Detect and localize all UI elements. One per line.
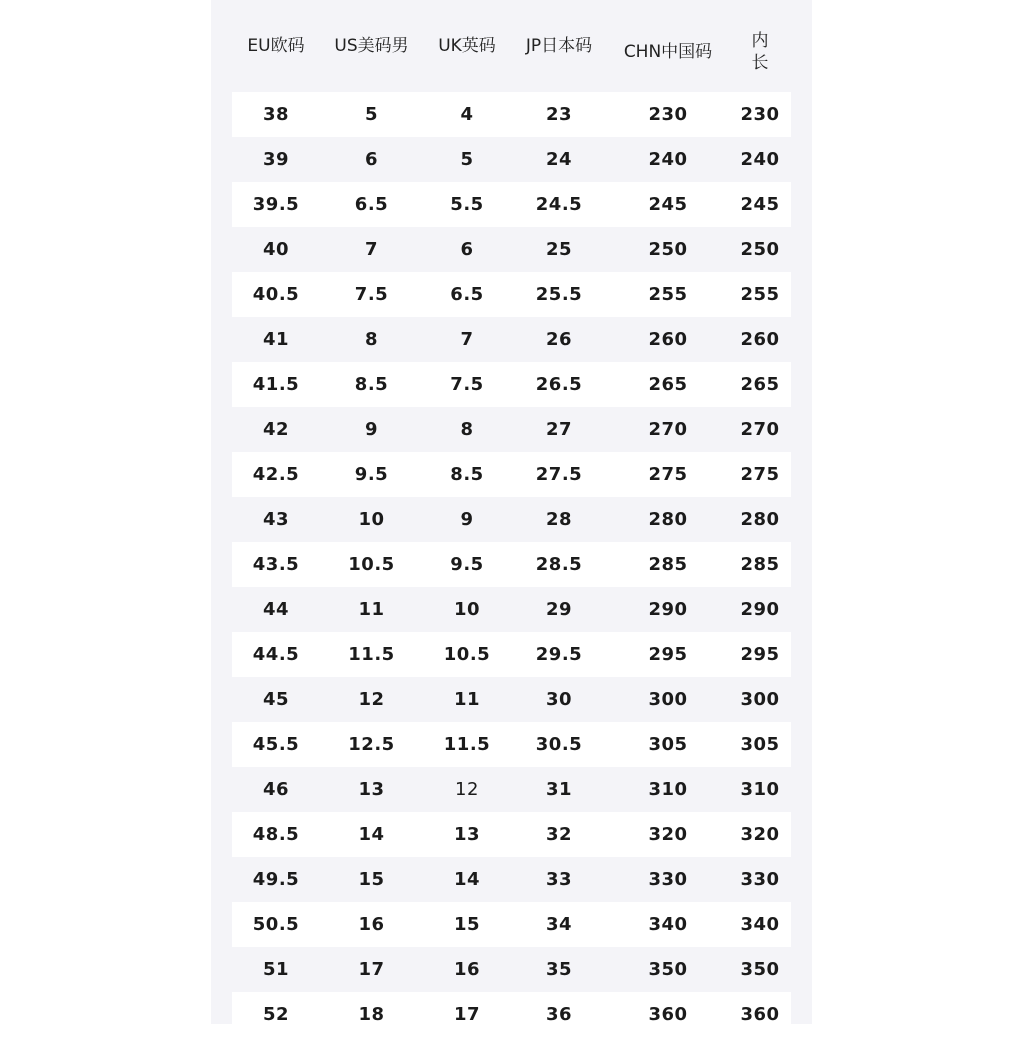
cell-uk: 13 <box>423 812 511 857</box>
cell-uk: 11.5 <box>423 722 511 767</box>
cell-inner-length: 340 <box>729 902 791 947</box>
cell-eu: 40.5 <box>232 272 320 317</box>
table-row <box>232 137 791 182</box>
cell-us: 16 <box>320 902 423 947</box>
table-row <box>232 362 791 407</box>
cell-uk: 6.5 <box>423 272 511 317</box>
cell-jp: 35 <box>511 947 607 992</box>
cell-us: 8 <box>320 317 423 362</box>
header-row <box>232 0 791 92</box>
cell-us: 6.5 <box>320 182 423 227</box>
cell-chn: 340 <box>607 902 729 947</box>
cell-inner-length: 310 <box>729 767 791 812</box>
table-row <box>232 182 791 227</box>
cell-eu: 45.5 <box>232 722 320 767</box>
cell-us: 18 <box>320 992 423 1037</box>
cell-us: 7.5 <box>320 272 423 317</box>
cell-uk: 17 <box>423 992 511 1037</box>
table-row <box>232 902 791 947</box>
cell-jp: 29 <box>511 587 607 632</box>
table-row <box>232 272 791 317</box>
cell-eu: 48.5 <box>232 812 320 857</box>
cell-jp: 23 <box>511 92 607 137</box>
cell-eu: 41 <box>232 317 320 362</box>
cell-uk: 12 <box>423 767 511 812</box>
cell-us: 12.5 <box>320 722 423 767</box>
cell-us: 10.5 <box>320 542 423 587</box>
cell-inner-length: 260 <box>729 317 791 362</box>
table-row <box>232 407 791 452</box>
table-row <box>232 767 791 812</box>
cell-uk: 15 <box>423 902 511 947</box>
cell-us: 6 <box>320 137 423 182</box>
cell-uk: 5.5 <box>423 182 511 227</box>
header-chn-size: CHN中国码 <box>623 42 713 62</box>
table-row <box>232 497 791 542</box>
cell-inner-length: 330 <box>729 857 791 902</box>
table-row <box>232 992 791 1037</box>
cell-inner-length: 360 <box>729 992 791 1037</box>
cell-inner-length: 295 <box>729 632 791 677</box>
cell-inner-length: 240 <box>729 137 791 182</box>
cell-us: 9 <box>320 407 423 452</box>
header-inner-length: 内长 <box>751 31 769 73</box>
cell-chn: 240 <box>607 137 729 182</box>
cell-eu: 44.5 <box>232 632 320 677</box>
header-jp-size: JP日本码 <box>525 36 593 56</box>
cell-jp: 27 <box>511 407 607 452</box>
cell-chn: 265 <box>607 362 729 407</box>
cell-jp: 28 <box>511 497 607 542</box>
table-row <box>232 317 791 362</box>
cell-chn: 260 <box>607 317 729 362</box>
table-row <box>232 632 791 677</box>
cell-inner-length: 230 <box>729 92 791 137</box>
cell-chn: 250 <box>607 227 729 272</box>
cell-eu: 42.5 <box>232 452 320 497</box>
cell-us: 10 <box>320 497 423 542</box>
table-row <box>232 947 791 992</box>
cell-eu: 43 <box>232 497 320 542</box>
cell-chn: 350 <box>607 947 729 992</box>
cell-eu: 43.5 <box>232 542 320 587</box>
cell-jp: 25.5 <box>511 272 607 317</box>
cell-eu: 44 <box>232 587 320 632</box>
cell-jp: 27.5 <box>511 452 607 497</box>
cell-inner-length: 285 <box>729 542 791 587</box>
cell-chn: 270 <box>607 407 729 452</box>
cell-chn: 285 <box>607 542 729 587</box>
cell-uk: 8.5 <box>423 452 511 497</box>
cell-us: 11.5 <box>320 632 423 677</box>
cell-us: 15 <box>320 857 423 902</box>
cell-inner-length: 270 <box>729 407 791 452</box>
cell-uk: 7.5 <box>423 362 511 407</box>
table-row <box>232 452 791 497</box>
cell-inner-length: 350 <box>729 947 791 992</box>
cell-eu: 42 <box>232 407 320 452</box>
cell-chn: 275 <box>607 452 729 497</box>
cell-jp: 26.5 <box>511 362 607 407</box>
table-row <box>232 677 791 722</box>
cell-inner-length: 280 <box>729 497 791 542</box>
cell-eu: 41.5 <box>232 362 320 407</box>
cell-uk: 8 <box>423 407 511 452</box>
cell-uk: 4 <box>423 92 511 137</box>
table-row <box>232 227 791 272</box>
cell-jp: 30 <box>511 677 607 722</box>
cell-eu: 45 <box>232 677 320 722</box>
table-row <box>232 92 791 137</box>
cell-uk: 9.5 <box>423 542 511 587</box>
table-row <box>232 542 791 587</box>
cell-eu: 52 <box>232 992 320 1037</box>
cell-chn: 330 <box>607 857 729 902</box>
cell-inner-length: 265 <box>729 362 791 407</box>
cell-uk: 10 <box>423 587 511 632</box>
cell-inner-length: 255 <box>729 272 791 317</box>
cell-chn: 360 <box>607 992 729 1037</box>
cell-chn: 290 <box>607 587 729 632</box>
cell-inner-length: 250 <box>729 227 791 272</box>
cell-eu: 51 <box>232 947 320 992</box>
shoe-size-table <box>232 0 791 1037</box>
cell-uk: 7 <box>423 317 511 362</box>
table-row <box>232 812 791 857</box>
cell-us: 8.5 <box>320 362 423 407</box>
header-uk-size: UK英码 <box>438 36 496 56</box>
table-row <box>232 722 791 767</box>
cell-jp: 25 <box>511 227 607 272</box>
cell-jp: 29.5 <box>511 632 607 677</box>
cell-inner-length: 320 <box>729 812 791 857</box>
cell-chn: 305 <box>607 722 729 767</box>
cell-eu: 49.5 <box>232 857 320 902</box>
cell-chn: 310 <box>607 767 729 812</box>
cell-uk: 11 <box>423 677 511 722</box>
cell-uk: 16 <box>423 947 511 992</box>
cell-chn: 245 <box>607 182 729 227</box>
cell-chn: 320 <box>607 812 729 857</box>
cell-chn: 295 <box>607 632 729 677</box>
cell-chn: 230 <box>607 92 729 137</box>
table-row <box>232 587 791 632</box>
cell-chn: 280 <box>607 497 729 542</box>
cell-jp: 30.5 <box>511 722 607 767</box>
table-body <box>232 92 791 1037</box>
cell-jp: 24.5 <box>511 182 607 227</box>
cell-uk: 5 <box>423 137 511 182</box>
table-row <box>232 857 791 902</box>
cell-inner-length: 275 <box>729 452 791 497</box>
cell-eu: 39 <box>232 137 320 182</box>
cell-eu: 40 <box>232 227 320 272</box>
cell-jp: 31 <box>511 767 607 812</box>
cell-us: 11 <box>320 587 423 632</box>
cell-us: 17 <box>320 947 423 992</box>
cell-uk: 10.5 <box>423 632 511 677</box>
cell-jp: 36 <box>511 992 607 1037</box>
cell-jp: 33 <box>511 857 607 902</box>
cell-jp: 28.5 <box>511 542 607 587</box>
cell-chn: 255 <box>607 272 729 317</box>
cell-eu: 50.5 <box>232 902 320 947</box>
cell-jp: 24 <box>511 137 607 182</box>
cell-us: 5 <box>320 92 423 137</box>
cell-us: 12 <box>320 677 423 722</box>
cell-inner-length: 245 <box>729 182 791 227</box>
cell-inner-length: 290 <box>729 587 791 632</box>
cell-us: 14 <box>320 812 423 857</box>
cell-us: 13 <box>320 767 423 812</box>
cell-jp: 32 <box>511 812 607 857</box>
table-header <box>232 0 791 92</box>
cell-eu: 39.5 <box>232 182 320 227</box>
cell-jp: 34 <box>511 902 607 947</box>
cell-jp: 26 <box>511 317 607 362</box>
cell-eu: 38 <box>232 92 320 137</box>
cell-us: 9.5 <box>320 452 423 497</box>
cell-uk: 14 <box>423 857 511 902</box>
cell-uk: 6 <box>423 227 511 272</box>
header-us-men-size: US美码男 <box>334 36 409 56</box>
cell-chn: 300 <box>607 677 729 722</box>
cell-eu: 46 <box>232 767 320 812</box>
cell-uk: 9 <box>423 497 511 542</box>
cell-inner-length: 300 <box>729 677 791 722</box>
header-eu-size: EU欧码 <box>247 36 305 56</box>
cell-inner-length: 305 <box>729 722 791 767</box>
cell-us: 7 <box>320 227 423 272</box>
